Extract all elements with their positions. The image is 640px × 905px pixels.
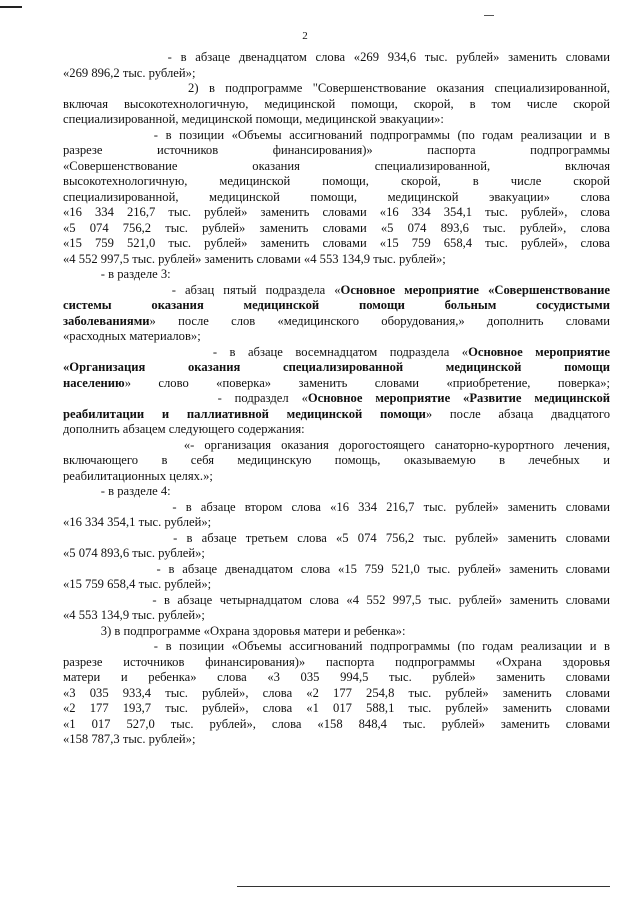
text-segment: - в абзаце третьем слова «5 074 756,2 тыс. рублей» заменить словами	[63, 530, 610, 545]
text-segment: «3 035 933,4 тыс. рублей», слова «2 177 254,8 тыс. рублей» заменить словами	[63, 685, 610, 700]
scan-mark-top-right	[484, 15, 494, 16]
text-segment: - в абзаце восемнадцатом подраздела «	[63, 344, 469, 359]
text-line	[63, 577, 610, 593]
bold-text: реабилитации и паллиативной медицинской помощи	[63, 406, 426, 421]
text-line	[63, 407, 610, 423]
text-segment: реабилитационных целях.»;	[63, 468, 213, 483]
text-line	[63, 624, 610, 640]
text-segment: - абзац пятый подраздела «	[63, 282, 341, 297]
text-segment: специализированной, медицинской помощи, медицинской эвакуации» слова	[63, 189, 610, 204]
text-line	[63, 686, 610, 702]
text-line	[63, 345, 610, 361]
text-line	[63, 376, 610, 392]
text-segment: «расходных материалов»;	[63, 329, 201, 343]
text-line	[63, 562, 610, 578]
bold-text: Основное мероприятие	[468, 344, 610, 359]
text-segment: «4 552 997,5 тыс. рублей» заменить словами «4 553 134,9 тыс. рублей»;	[63, 251, 446, 266]
text-segment: » после абзаца двадцатого	[425, 406, 610, 421]
text-segment: - в абзаце четырнадцатом слова «4 552 997,5 тыс. рублей» заменить словами	[63, 592, 610, 607]
bottom-rule	[237, 886, 610, 887]
text-segment: » слово «поверка» заменить словами «приобретение, поверка»;	[124, 375, 610, 390]
text-line	[63, 143, 610, 159]
text-line	[63, 236, 610, 252]
text-line	[63, 593, 610, 609]
text-line	[63, 221, 610, 237]
text-line	[63, 159, 610, 175]
text-segment: матери и ребенка» слова «3 035 994,5 тыс. рублей» заменить словами	[63, 670, 610, 684]
text-segment: «16 334 216,7 тыс. рублей» заменить словами «16 334 354,1 тыс. рублей», слова	[63, 205, 610, 219]
scan-mark-top-left	[0, 6, 22, 8]
text-segment: включающего в себя медицинскую помощь, оказываемую в лечебных и	[63, 453, 610, 467]
text-segment: - подраздел «	[63, 391, 308, 405]
text-segment: «2 177 193,7 тыс. рублей», слова «1 017 588,1 тыс. рублей» заменить словами	[63, 701, 610, 715]
text-segment: «16 334 354,1 тыс. рублей»;	[63, 515, 212, 529]
text-segment: - в позиции «Объемы ассигнований подпрограммы (по годам реализации и в	[63, 127, 610, 142]
text-line	[63, 112, 610, 128]
text-line	[63, 484, 610, 500]
text-segment: - в абзаце двенадцатом слова «15 759 521,0 тыс. рублей» заменить словами	[63, 561, 610, 576]
text-segment: «4 553 134,9 тыс. рублей»;	[63, 608, 205, 622]
bold-text: «Организация оказания специализированной медицинской помощи	[63, 360, 610, 374]
text-line	[63, 639, 610, 655]
text-segment: «158 787,3 тыс. рублей»;	[63, 732, 196, 746]
text-line	[63, 469, 610, 485]
text-line	[63, 314, 610, 330]
text-line	[63, 732, 610, 748]
text-segment: «15 759 521,0 тыс. рублей» заменить словами «15 759 658,4 тыс. рублей», слова	[63, 236, 610, 250]
text-line	[63, 174, 610, 190]
page-number: 2	[302, 30, 308, 42]
text-line	[63, 422, 610, 438]
text-segment: включая высокотехнологичную, медицинской помощи, скорой, в том числе скорой	[63, 96, 610, 111]
text-line	[63, 453, 610, 469]
bold-text: системы оказания медицинской помощи больным сосудистыми	[63, 298, 610, 312]
text-segment: «5 074 756,2 тыс. рублей» заменить словами «5 074 893,6 тыс. рублей», слова	[63, 220, 610, 235]
text-segment: - в абзаце двенадцатом слова «269 934,6 тыс. рублей» заменить словами	[63, 50, 610, 64]
text-segment: специализированной, медицинской помощи, медицинской эвакуации»:	[63, 112, 444, 126]
text-segment: - в позиции «Объемы ассигнований подпрограммы (по годам реализации и в	[63, 639, 610, 653]
text-segment: - в абзаце втором слова «16 334 216,7 тыс. рублей» заменить словами	[63, 499, 610, 514]
text-line	[63, 438, 610, 454]
bold-text: населению	[63, 375, 125, 390]
text-line	[63, 500, 610, 516]
text-segment: «1 017 527,0 тыс. рублей», слова «158 848,4 тыс. рублей» заменить словами	[63, 716, 610, 731]
text-line	[63, 190, 610, 206]
text-line	[63, 670, 610, 686]
text-line	[63, 283, 610, 299]
text-line	[63, 66, 610, 82]
text-line	[63, 128, 610, 144]
text-line	[63, 531, 610, 547]
text-segment: » после слов «медицинского оборудования,» дополнить словами	[149, 313, 610, 328]
bold-text: заболеваниями	[63, 313, 150, 328]
text-segment: 2) в подпрограмме "Совершенствование оказания специализированной,	[63, 81, 610, 95]
text-line	[63, 515, 610, 531]
text-line	[63, 252, 610, 268]
text-segment: 3) в подпрограмме «Охрана здоровья матери и ребенка»:	[63, 623, 406, 638]
text-segment: высокотехнологичную, медицинской помощи, скорой, в числе скорой	[63, 174, 610, 188]
text-segment: «Совершенствование оказания специализированной, включая	[63, 158, 610, 173]
text-segment: разрезе источников финансирования)» паспорта подпрограммы «Охрана здоровья	[63, 654, 610, 669]
text-line	[63, 717, 610, 733]
text-line	[63, 546, 610, 562]
text-line	[63, 205, 610, 221]
bold-text: Основное мероприятие «Совершенствование	[340, 282, 610, 297]
text-line	[63, 329, 610, 345]
text-segment: - в разделе 4:	[63, 484, 171, 498]
text-line	[63, 81, 610, 97]
text-segment: «5 074 893,6 тыс. рублей»;	[63, 546, 205, 560]
text-segment: - в разделе 3:	[63, 267, 171, 281]
text-segment: разрезе источников финансирования)» паспорта подпрограммы	[63, 143, 610, 157]
text-line	[63, 655, 610, 671]
text-segment: «269 896,2 тыс. рублей»;	[63, 65, 196, 80]
document-body	[63, 50, 610, 748]
text-line	[63, 50, 610, 66]
text-line	[63, 701, 610, 717]
text-line	[63, 608, 610, 624]
text-line	[63, 267, 610, 283]
text-line	[63, 391, 610, 407]
text-line	[63, 360, 610, 376]
text-segment: дополнить абзацем следующего содержания:	[63, 422, 305, 436]
text-segment: «15 759 658,4 тыс. рублей»;	[63, 577, 212, 591]
text-segment: «- организация оказания дорогостоящего санаторно-курортного лечения,	[63, 437, 610, 452]
text-line	[63, 97, 610, 113]
text-line	[63, 298, 610, 314]
bold-text: Основное мероприятие «Развитие медицинской	[307, 391, 610, 405]
